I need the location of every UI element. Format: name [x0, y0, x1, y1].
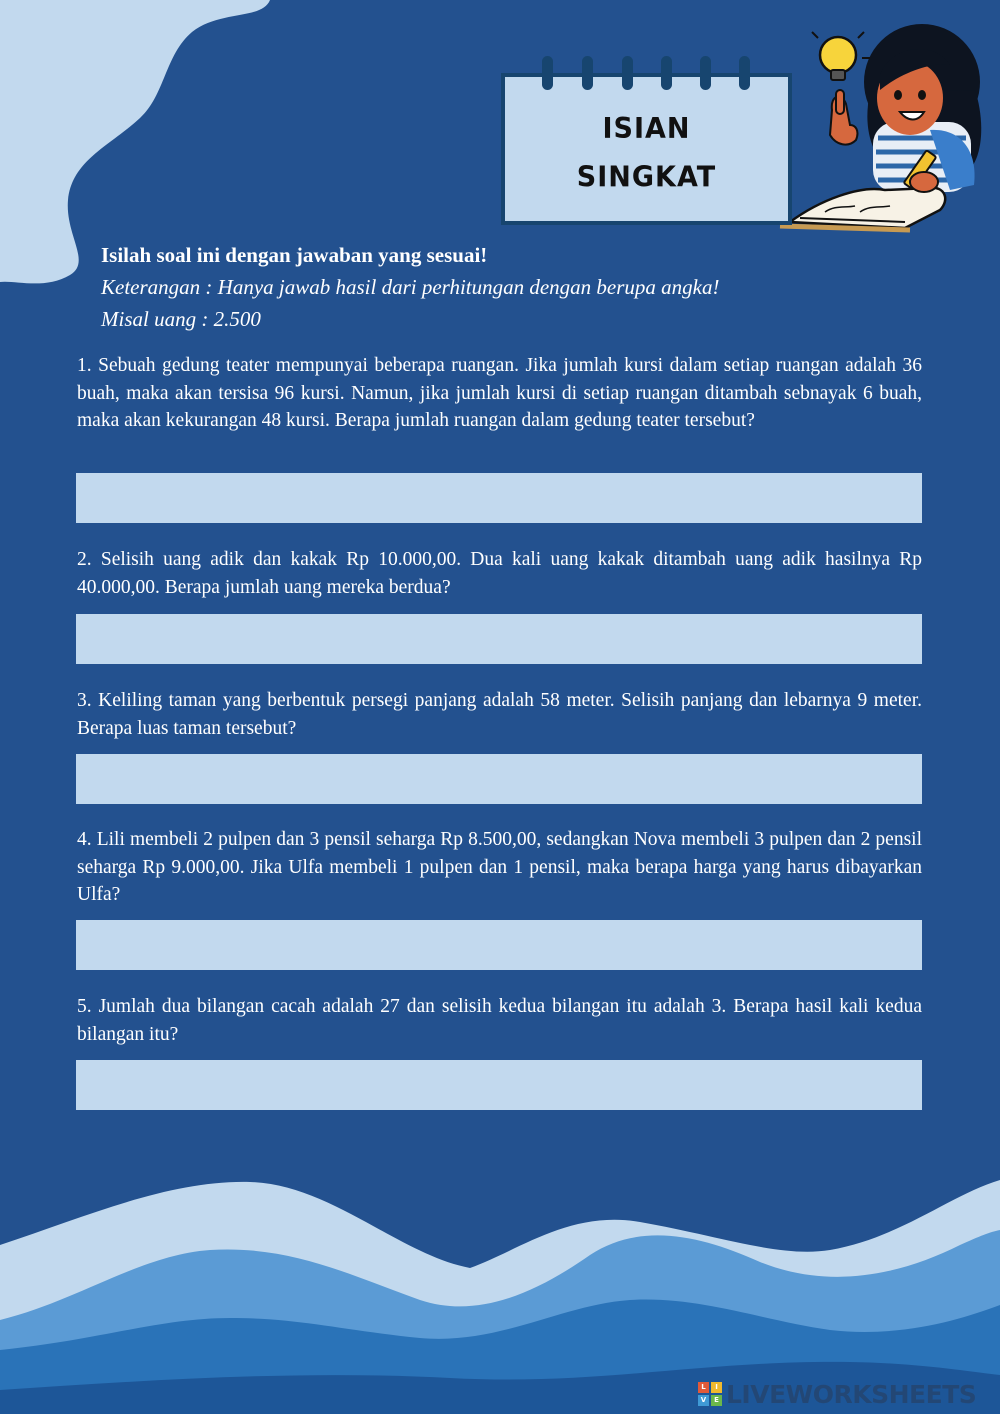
answer-input-3[interactable]: [76, 754, 922, 804]
question-5: 5. Jumlah dua bilangan cacah adalah 27 dan selisih kedua bilangan itu adalah 3. Berapa hasil kali kedua bilangan itu?: [77, 996, 922, 1045]
title-line-2: SINGKAT: [576, 161, 717, 194]
watermark-text: LIVEWORKSHEETS: [726, 1380, 977, 1409]
logo-letter: E: [711, 1395, 722, 1406]
question-3: 3. Keliling taman yang berbentuk persegi panjang adalah 58 meter. Selisih panjang dan lebarnya 9 meter. Berapa luas taman tersebut?: [77, 690, 922, 739]
lightbulb-icon: [812, 32, 870, 80]
binder-ring: [622, 56, 633, 90]
binder-ring: [661, 56, 672, 90]
liveworksheets-watermark: [698, 1380, 998, 1410]
logo-letter: L: [698, 1382, 709, 1393]
question-2: 2. Selisih uang adik dan kakak Rp 10.000,00. Dua kali uang kakak ditambah uang adik hasilnya Rp 40.000,00. Berapa jumlah uang mereka berdua?: [77, 549, 922, 598]
note-text: Keterangan : Hanya jawab hasil dari perhitungan dengan berupa angka!: [101, 275, 720, 299]
instructions: [101, 239, 901, 335]
binder-ring: [542, 56, 553, 90]
binder-ring: [582, 56, 593, 90]
instruction-text: Isilah soal ini dengan jawaban yang sesuai!: [101, 243, 488, 267]
logo-letter: V: [698, 1395, 709, 1406]
title-line-1: ISIAN: [602, 113, 691, 146]
open-book-icon: [780, 188, 945, 230]
logo-letter: I: [711, 1382, 722, 1393]
answer-input-5[interactable]: [76, 1060, 922, 1110]
example-text: Misal uang : 2.500: [101, 307, 261, 331]
question-4: 4. Lili membeli 2 pulpen dan 3 pensil seharga Rp 8.500,00, sedangkan Nova membeli 3 pulpen dan 2 pensil seharga Rp 9.000,00. Jika Ulfa membeli 1 pulpen dan 1 pensil, maka berapa harga yang harus dibayarkan Ulfa?: [77, 829, 922, 906]
binder-ring: [739, 56, 750, 90]
page-title: [501, 106, 792, 203]
liveworksheets-logo-icon: [698, 1382, 722, 1406]
binder-ring: [700, 56, 711, 90]
answer-input-4[interactable]: [76, 920, 922, 970]
question-1: 1. Sebuah gedung teater mempunyai beberapa ruangan. Jika jumlah kursi dalam setiap ruangan adalah 36 buah, maka akan tersisa 96 kursi. Namun, jika jumlah kursi di setiap ruangan ditambah sebnayak 6 buah, maka akan kekurangan 48 kursi. Berapa jumlah ruangan dalam gedung teater tersebut?: [77, 355, 922, 432]
answer-input-1[interactable]: [76, 473, 922, 523]
answer-input-2[interactable]: [76, 614, 922, 664]
